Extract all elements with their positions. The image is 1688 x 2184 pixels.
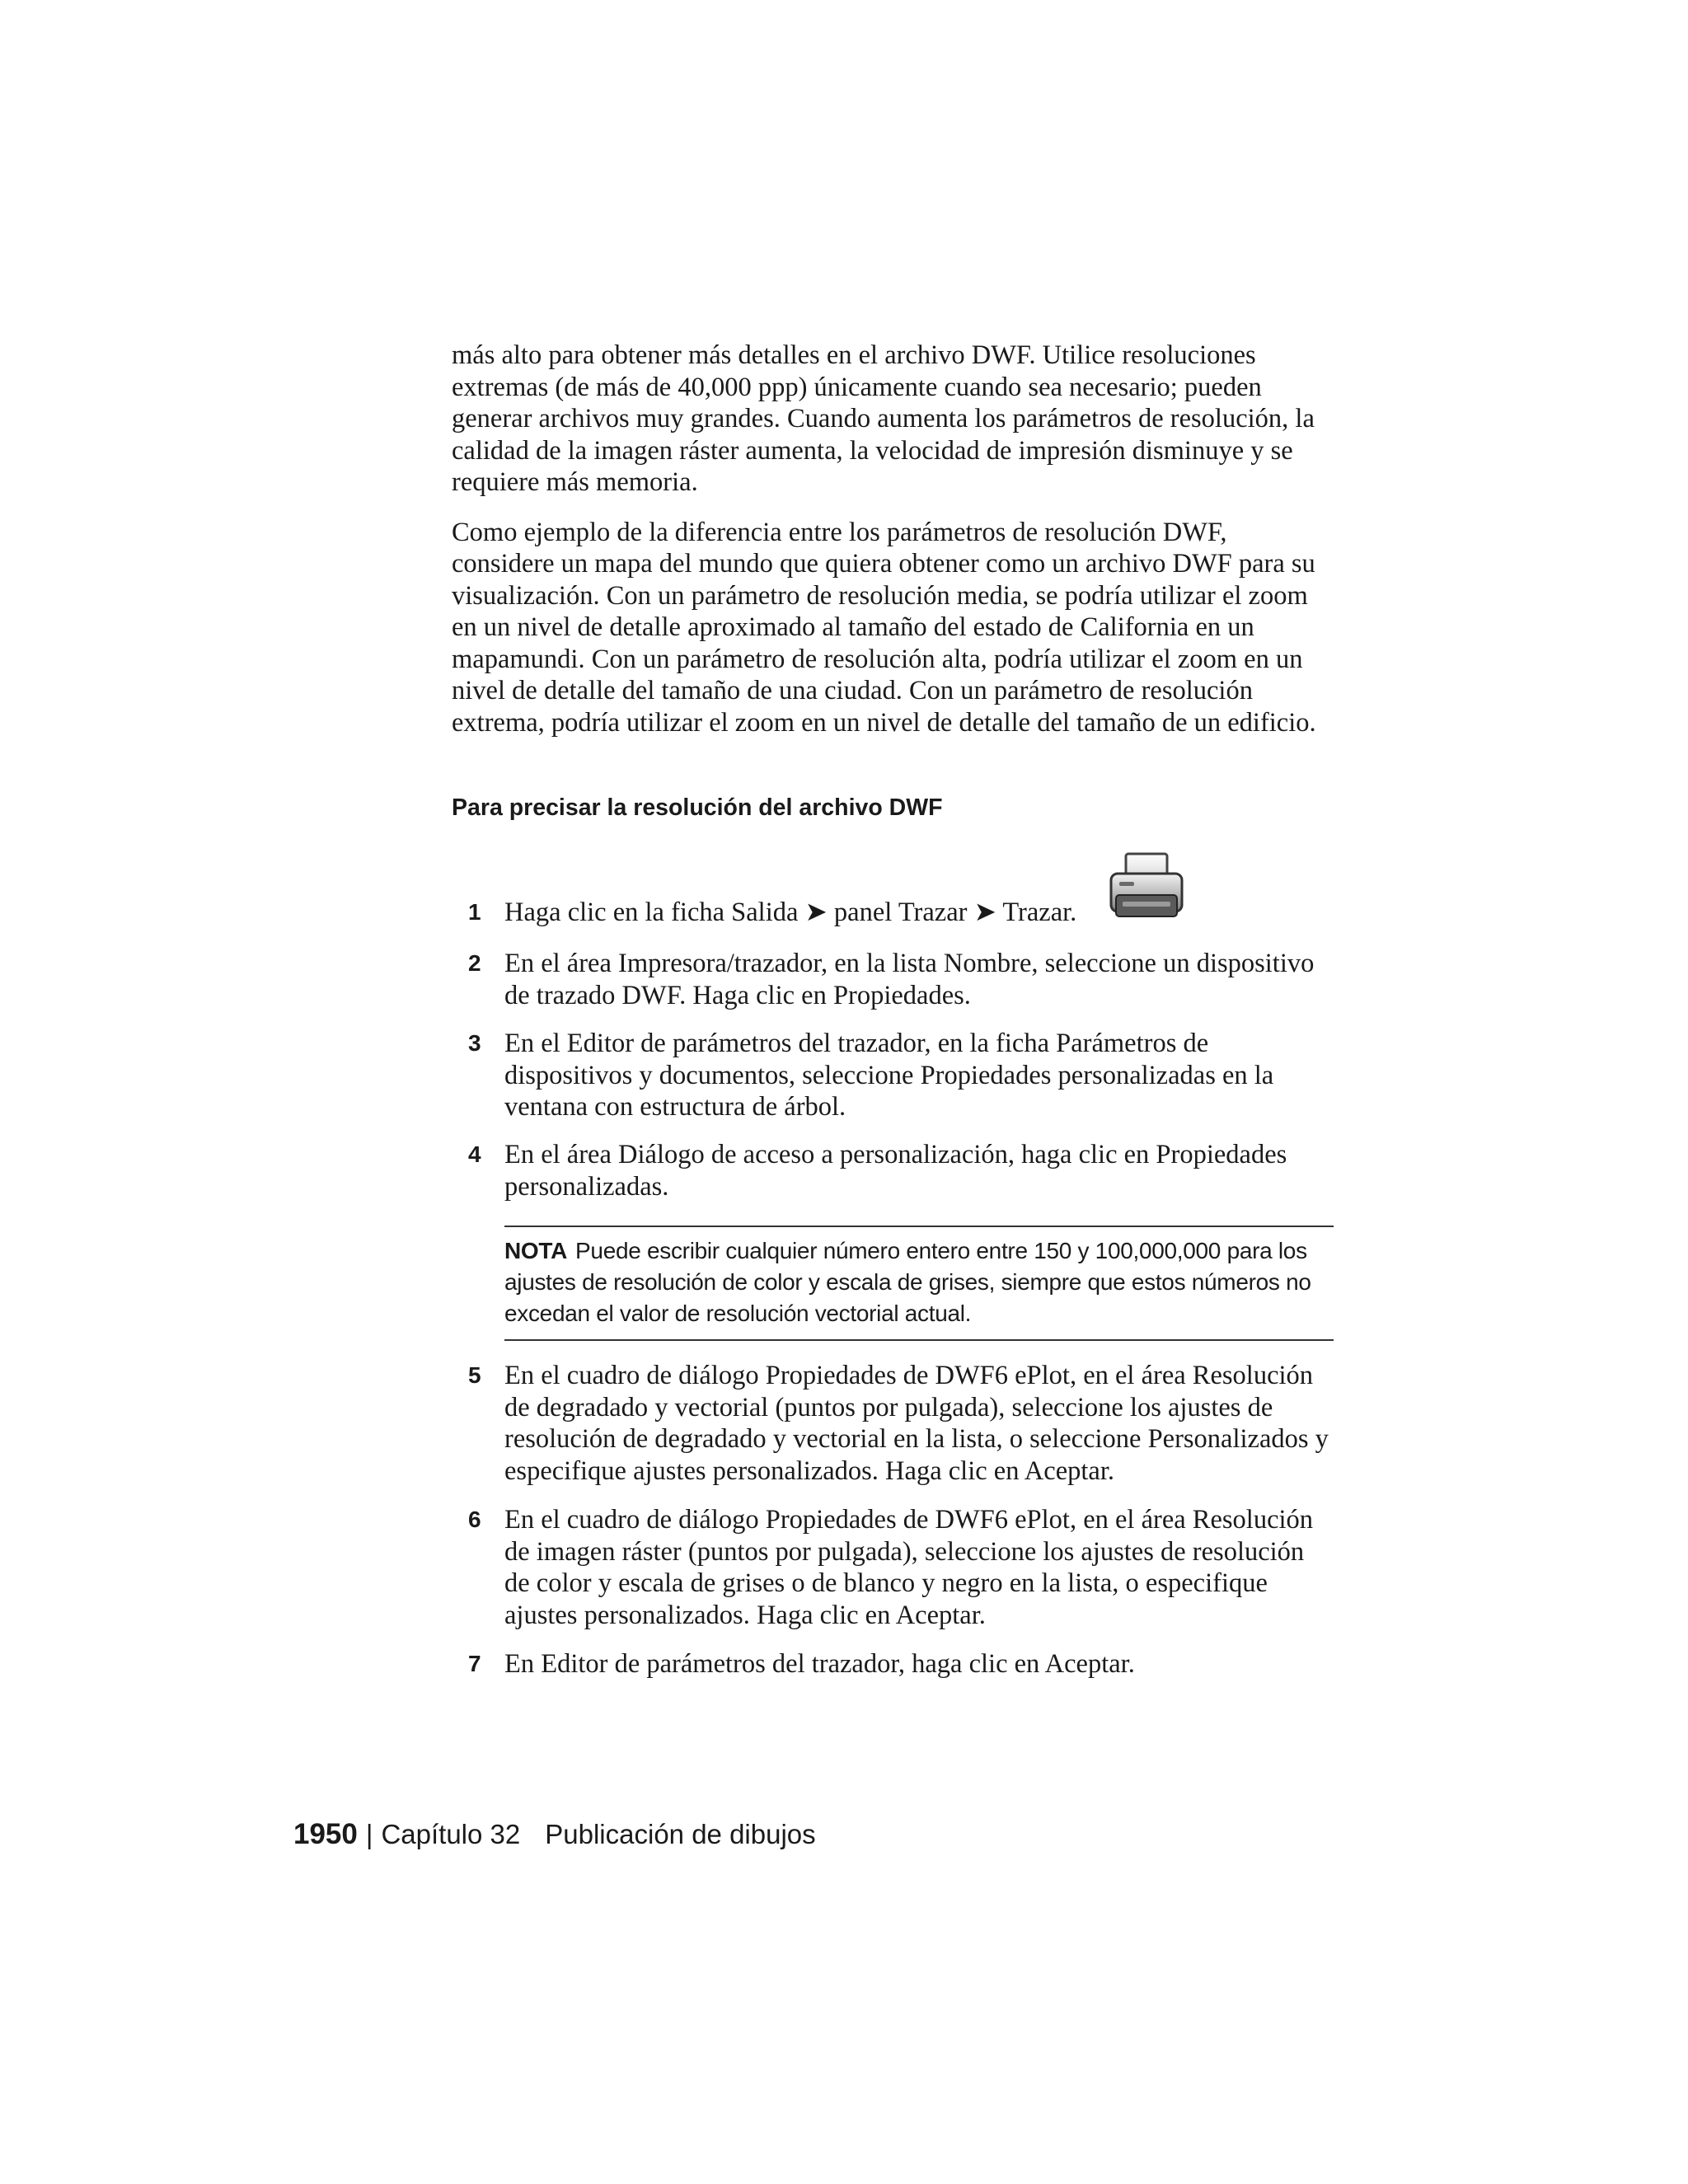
step-1 bbox=[452, 897, 1334, 929]
page-number: 1950 bbox=[293, 1818, 358, 1850]
step-number: 5 bbox=[468, 1362, 481, 1388]
step-6 bbox=[452, 1504, 1334, 1631]
step-number: 7 bbox=[468, 1651, 481, 1676]
chapter-title: Publicación de dibujos bbox=[545, 1819, 816, 1849]
step-number: 6 bbox=[468, 1507, 481, 1532]
procedure-heading-block bbox=[452, 793, 1334, 823]
note-text: Puede escribir cualquier número entero entre 150 y 100,000,000 para los ajustes de resolución de color y escala de grises, siempre que estos números no excedan el valor de resolución vectorial actual. bbox=[504, 1238, 1311, 1326]
step-7-text: En Editor de parámetros del trazador, haga clic en Aceptar. bbox=[504, 1649, 1135, 1679]
note-label: NOTA bbox=[504, 1238, 568, 1263]
note-box bbox=[504, 1226, 1334, 1341]
step-5-text: En el cuadro de diálogo Propiedades de DWF6 ePlot, en el área Resolución de degradado y vectorial (puntos por pulgada), seleccione los ajustes de resolución de degradado y vectorial en la lista, o seleccione Personalizados y especifique ajustes personalizados. Haga clic en Aceptar. bbox=[504, 1361, 1329, 1486]
note-text-block bbox=[504, 1235, 1334, 1329]
step-number: 2 bbox=[468, 950, 481, 976]
step-4 bbox=[452, 1139, 1334, 1202]
step-4-text: En el área Diálogo de acceso a personalización, haga clic en Propiedades personalizadas. bbox=[504, 1140, 1287, 1202]
intro-paragraph-1: más alto para obtener más detalles en el archivo DWF. Utilice resoluciones extremas (de más de 40,000 ppp) únicamente cuando sea necesario; pueden generar archivos muy grandes. Cuando aumenta los parámetros de resolución, la calidad de la imagen ráster aumenta, la velocidad de impresión disminuye y se requiere más memoria. bbox=[452, 340, 1315, 497]
footer-separator: | bbox=[365, 1819, 373, 1849]
step-6-text: En el cuadro de diálogo Propiedades de DWF6 ePlot, en el área Resolución de imagen ráster (puntos por pulgada), seleccione los ajustes de resolución de color y escala de grises o de blanco y negro en la lista, o especifique ajustes personalizados. Haga clic en Aceptar. bbox=[504, 1505, 1314, 1630]
step-text bbox=[504, 897, 1334, 929]
step-number: 4 bbox=[468, 1141, 481, 1167]
chapter-label: Capítulo 32 bbox=[381, 1819, 521, 1849]
step-1-text: Haga clic en la ficha Salida ➤ panel Trazar ➤ Trazar. bbox=[504, 898, 1077, 927]
printer-icon bbox=[1108, 851, 1185, 928]
step-3 bbox=[452, 1028, 1334, 1123]
step-3-text: En el Editor de parámetros del trazador, en la ficha Parámetros de dispositivos y documentos, seleccione Propiedades personalizadas en la ventana con estructura de árbol. bbox=[504, 1029, 1274, 1122]
step-2 bbox=[452, 948, 1334, 1011]
step-5 bbox=[452, 1360, 1334, 1487]
step-number: 1 bbox=[468, 899, 481, 925]
procedure-heading: Para precisar la resolución del archivo DWF bbox=[452, 794, 943, 821]
step-2-text: En el área Impresora/trazador, en la lista Nombre, seleccione un dispositivo de trazado DWF. Haga clic en Propiedades. bbox=[504, 949, 1315, 1010]
step-7 bbox=[452, 1648, 1334, 1680]
page-footer bbox=[293, 1818, 816, 1851]
step-number: 3 bbox=[468, 1030, 481, 1056]
intro-section bbox=[452, 340, 1334, 738]
intro-paragraph-2: Como ejemplo de la diferencia entre los parámetros de resolución DWF, considere un mapa del mundo que quiera obtener como un archivo DWF para su visualización. Con un parámetro de resolución media, se podría utilizar el zoom en un nivel de detalle aproximado al tamaño del estado de California en un mapamundi. Con un parámetro de resolución alta, podría utilizar el zoom en un nivel de detalle del tamaño de una ciudad. Con un parámetro de resolución extrema, podría utilizar el zoom en un nivel de detalle del tamaño de un edificio. bbox=[452, 517, 1316, 738]
